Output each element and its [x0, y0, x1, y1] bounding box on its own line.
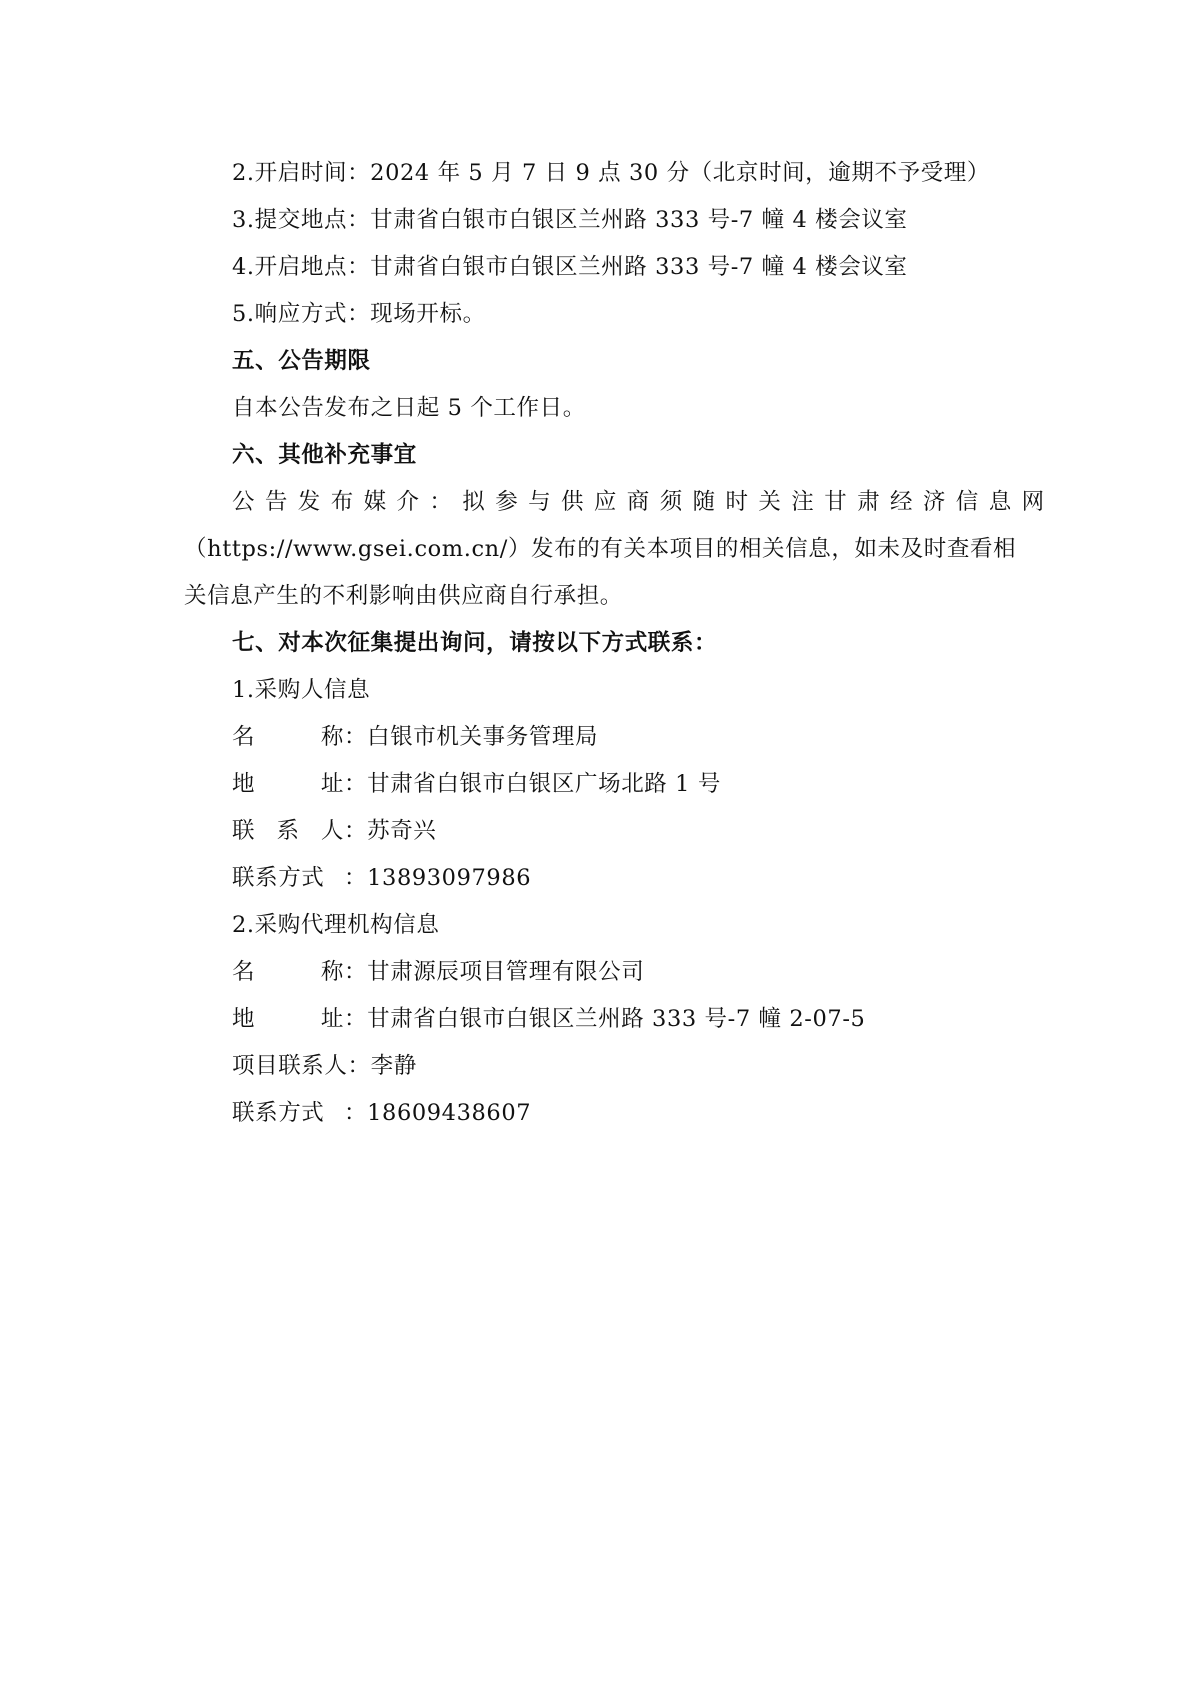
colon: ：	[344, 724, 368, 750]
agency-name-key: 名称	[232, 959, 344, 985]
purchaser-info-title: 1.采购人信息	[232, 677, 371, 703]
colon: ：	[344, 818, 368, 844]
purchaser-contact-value: 苏奇兴	[367, 818, 437, 844]
colon: ：	[344, 865, 368, 891]
section-6-paragraph-line-1: 公告发布媒介：拟参与供应商须随时关注甘肃经济信息网	[232, 489, 1055, 515]
section-7-heading: 七、对本次征集提出询问，请按以下方式联系：	[232, 630, 718, 656]
purchaser-contact-row	[232, 808, 1016, 855]
agency-phone-value: 18609438607	[367, 1100, 532, 1126]
section-6-heading: 六、其他补充事宜	[232, 442, 417, 468]
agency-info-title: 2.采购代理机构信息	[232, 912, 440, 938]
purchaser-name-value: 白银市机关事务管理局	[367, 724, 599, 750]
agency-name-row	[232, 949, 1016, 996]
colon: ：	[344, 1100, 368, 1126]
colon: ：	[347, 1053, 371, 1079]
agency-phone-key: 联系方式	[232, 1100, 325, 1126]
agency-contact-row	[232, 1043, 1016, 1090]
section-6-paragraph-line-2: （https://www.gsei.com.cn/）发布的有关本项目的相关信息，如未及时查看相	[184, 536, 1017, 562]
open-time-line: 2.开启时间：2024 年 5 月 7 日 9 点 30 分（北京时间，逾期不予受理）	[232, 160, 990, 186]
purchaser-phone-value: 13893097986	[367, 865, 532, 891]
purchaser-name-row	[232, 714, 1016, 761]
response-mode-line: 5.响应方式：现场开标。	[232, 301, 486, 327]
colon: ：	[344, 1006, 368, 1032]
agency-address-key: 地址	[232, 1006, 344, 1032]
colon: ：	[344, 771, 368, 797]
purchaser-address-key: 地址	[232, 771, 344, 797]
agency-address-value: 甘肃省白银市白银区兰州路 333 号-7 幢 2-07-5	[367, 1006, 866, 1032]
purchaser-phone-key: 联系方式	[232, 865, 325, 891]
agency-phone-row	[232, 1090, 1016, 1137]
agency-address-row	[232, 996, 1016, 1043]
agency-name-value: 甘肃源辰项目管理有限公司	[367, 959, 645, 985]
agency-contact-key: 项目联系人	[232, 1053, 348, 1079]
open-place-line: 4.开启地点：甘肃省白银市白银区兰州路 333 号-7 幢 4 楼会议室	[232, 254, 908, 280]
section-5-heading: 五、公告期限	[232, 348, 371, 374]
purchaser-contact-key: 联系人	[232, 818, 344, 844]
purchaser-address-value: 甘肃省白银市白银区广场北路 1 号	[367, 771, 721, 797]
submit-place-line: 3.提交地点：甘肃省白银市白银区兰州路 333 号-7 幢 4 楼会议室	[232, 207, 908, 233]
purchaser-address-row	[232, 761, 1016, 808]
section-6-paragraph-line-3: 关信息产生的不利影响由供应商自行承担。	[184, 583, 623, 609]
agency-contact-value: 李静	[370, 1053, 417, 1079]
document-body	[184, 150, 1055, 1137]
colon: ：	[344, 959, 368, 985]
purchaser-name-key: 名称	[232, 724, 344, 750]
purchaser-phone-row	[232, 855, 1016, 902]
section-5-body: 自本公告发布之日起 5 个工作日。	[232, 395, 586, 421]
